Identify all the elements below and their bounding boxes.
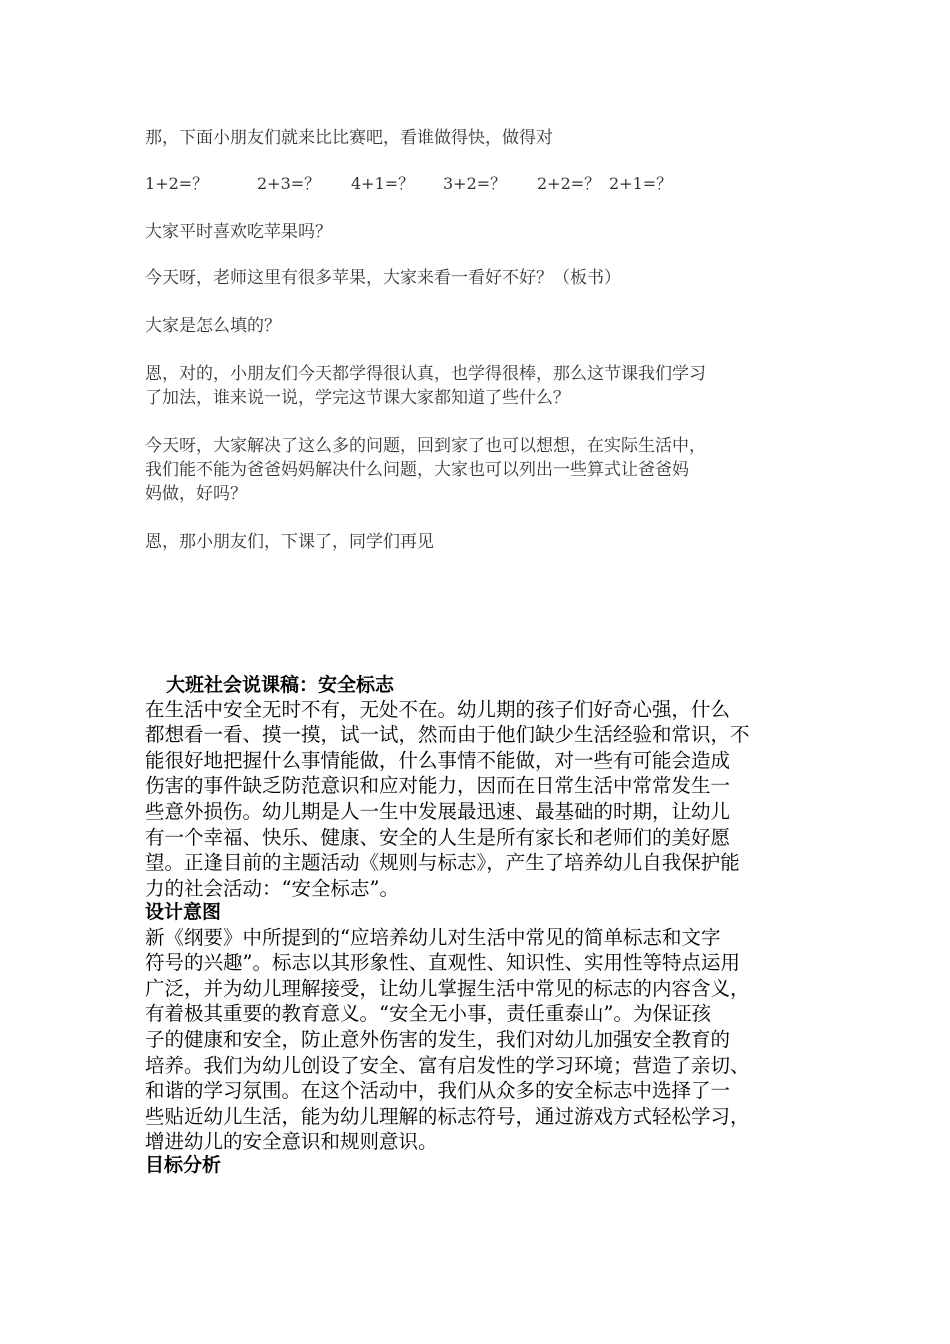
math-exercises — [145, 172, 815, 196]
dialogue-paragraph-7: 恩，那小朋友们，下课了，同学们再见 — [145, 532, 434, 552]
math-item: 1+2=？ — [145, 174, 209, 193]
math-item: 3+2=？ — [443, 174, 507, 193]
intro-line: 在生活中安全无时不有，无处不在。幼儿期的孩子们好奇心强，什么 — [145, 698, 731, 721]
dialogue-paragraph-6-line-1: 今天呀，大家解决了这么多的问题，回到家了也可以想想，在实际生活中， — [145, 436, 706, 456]
dialogue-paragraph-2: 大家平时喜欢吃苹果吗？ — [145, 222, 332, 242]
math-item: 4+1=？ — [351, 174, 415, 193]
design-line: 培养。我们为幼儿创设了安全、富有启发性的学习环境；营造了亲切、 — [145, 1054, 750, 1077]
intro-line: 伤害的事件缺乏防范意识和应对能力，因而在日常生活中常常发生一 — [145, 774, 731, 797]
dialogue-paragraph-4: 大家是怎么填的？ — [145, 316, 281, 336]
article-title: 大班社会说课稿：安全标志 — [166, 674, 395, 696]
design-line: 新《纲要》中所提到的“应培养幼儿对生活中常见的简单标志和文字 — [145, 926, 721, 949]
dialogue-paragraph-5-line-2: 了加法，谁来说一说，学完这节课大家都知道了些什么？ — [145, 388, 570, 408]
design-line: 有着极其重要的教育意义。“安全无小事，责任重泰山”。为保证孩 — [145, 1002, 711, 1025]
dialogue-paragraph-3: 今天呀，老师这里有很多苹果，大家来看一看好不好？（板书） — [145, 268, 621, 288]
math-item: 2+1=？ — [609, 174, 673, 193]
heading-design-intent: 设计意图 — [145, 901, 222, 923]
intro-line: 望。正逢目前的主题活动《规则与标志》，产生了培养幼儿自我保护能 — [145, 851, 740, 874]
design-line: 和谐的学习氛围。在这个活动中，我们从众多的安全标志中选择了一 — [145, 1079, 731, 1102]
design-line: 广泛，并为幼儿理解接受，让幼儿掌握生活中常见的标志的内容含义， — [145, 977, 750, 1000]
math-item: 2+3=？ — [257, 174, 321, 193]
dialogue-paragraph-6-line-2: 我们能不能为爸爸妈妈解决什么问题，大家也可以列出一些算式让爸爸妈 — [145, 460, 689, 480]
intro-line: 能很好地把握什么事情能做，什么事情不能做，对一些有可能会造成 — [145, 749, 731, 772]
design-line: 增进幼儿的安全意识和规则意识。 — [145, 1130, 438, 1153]
intro-line: 都想看一看、摸一摸，试一试，然而由于他们缺少生活经验和常识，不 — [145, 723, 750, 746]
intro-line: 力的社会活动：“安全标志”。 — [145, 877, 399, 900]
design-line: 符号的兴趣”。标志以其形象性、直观性、知识性、实用性等特点运用 — [145, 951, 740, 974]
design-line: 些贴近幼儿生活，能为幼儿理解的标志符号，通过游戏方式轻松学习， — [145, 1105, 750, 1128]
intro-line: 些意外损伤。幼儿期是人一生中发展最迅速、最基础的时期，让幼儿 — [145, 800, 731, 823]
dialogue-paragraph-6-line-3: 妈做，好吗？ — [145, 484, 247, 504]
heading-goal-analysis: 目标分析 — [145, 1154, 222, 1176]
design-line: 子的健康和安全，防止意外伤害的发生，我们对幼儿加强安全教育的 — [145, 1028, 731, 1051]
math-item: 2+2=？ — [537, 174, 601, 193]
intro-line: 有一个幸福、快乐、健康、安全的人生是所有家长和老师们的美好愿 — [145, 826, 731, 849]
dialogue-paragraph-5-line-1: 恩，对的，小朋友们今天都学得很认真，也学得很棒，那么这节课我们学习 — [145, 364, 706, 384]
dialogue-paragraph-1: 那，下面小朋友们就来比比赛吧，看谁做得快，做得对 — [145, 128, 553, 148]
